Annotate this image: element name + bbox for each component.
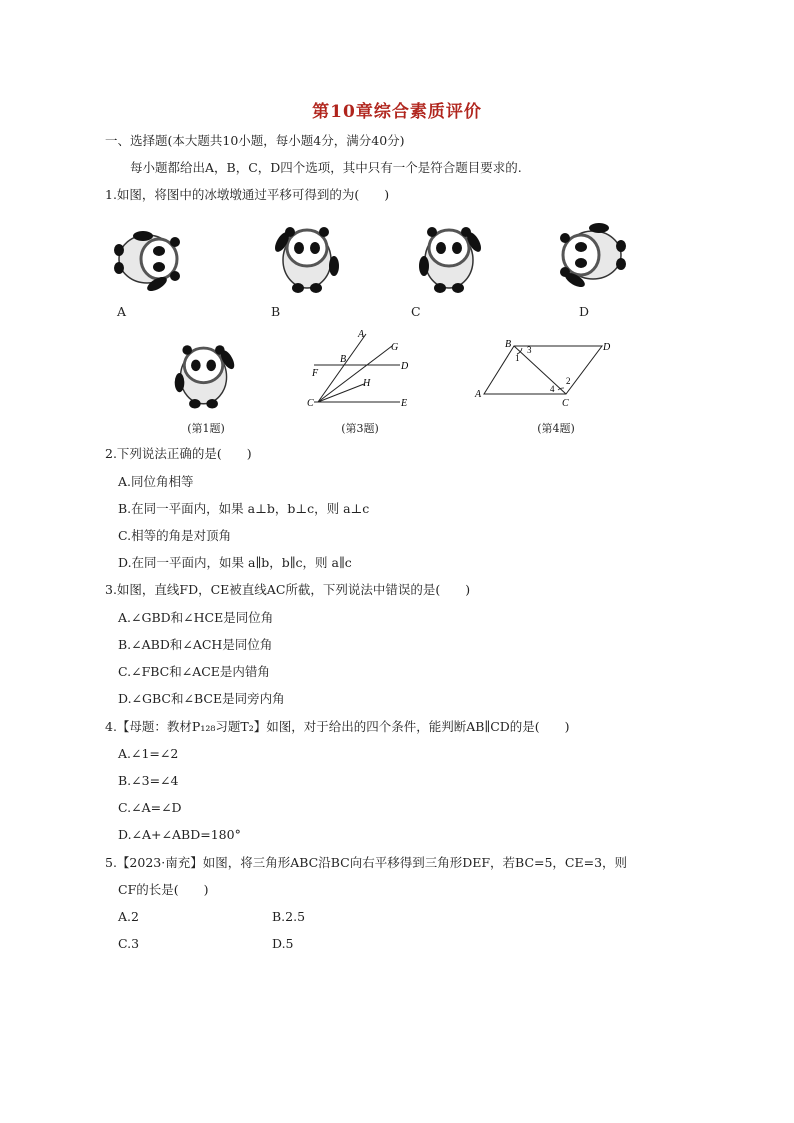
fig3-label-a: A	[358, 329, 365, 340]
fig3-label-h: H	[363, 378, 371, 389]
q1-label-d: D	[579, 304, 590, 319]
q3-option-c: C.∠FBC和∠ACE是内错角	[118, 664, 270, 679]
fig4-label-d: D	[603, 342, 611, 353]
q2-option-b: B.在同一平面内，如果 a⊥b，b⊥c，则 a⊥c	[118, 501, 370, 516]
fig4-label-1: 1	[515, 353, 520, 363]
q5-stem: 5.【2023·南充】如图，将三角形ABC沿BC向右平移得到三角形DEF，若BC=5，CE=3，则	[105, 855, 628, 870]
fig3-label-d: D	[401, 361, 409, 372]
q2-stem: 2.下列说法正确的是( )	[105, 446, 252, 461]
q3-stem: 3.如图，直线FD，CE被直线AC所截，下列说法中错误的是( )	[105, 582, 471, 597]
section-note: 每小题都给出A，B，C，D四个选项，其中只有一个是符合题目要求的.	[130, 160, 522, 175]
q1-stem: 1.如图，将图中的冰墩墩通过平移可得到的为( )	[105, 187, 390, 202]
panda-c-image	[412, 218, 487, 296]
q2-option-a: A.同位角相等	[118, 474, 194, 489]
fig4-label-4: 4	[550, 384, 555, 394]
q4-option-c: C.∠A=∠D	[118, 800, 182, 815]
q5-option-c: C.3	[118, 936, 140, 951]
q4-option-d: D.∠A+∠ABD=180°	[118, 827, 241, 842]
q4-option-a: A.∠1=∠2	[118, 746, 179, 761]
q5-option-a: A.2	[118, 909, 139, 924]
fig3-label-e: E	[401, 398, 408, 409]
q2-option-c: C.相等的角是对顶角	[118, 528, 232, 543]
q3-option-b: B.∠ABD和∠ACH是同位角	[118, 637, 273, 652]
q3-option-a: A.∠GBD和∠HCE是同位角	[118, 610, 274, 625]
fig3-label-c: C	[307, 398, 314, 409]
q4-option-b: B.∠3=∠4	[118, 773, 179, 788]
q1-label-a: A	[117, 304, 127, 319]
fig3-label-f: F	[312, 368, 319, 379]
q5-stem-continued: CF的长是( )	[118, 882, 209, 897]
q3-option-d: D.∠GBC和∠BCE是同旁内角	[118, 691, 285, 706]
caption-fig1: (第1题)	[187, 422, 225, 435]
page-title: 第10章综合素质评价	[312, 102, 482, 122]
q4-stem: 4.【母题：教材P₁₂₈习题T₂】如图，对于给出的四个条件，能判断AB∥CD的是( )	[105, 719, 570, 734]
q2-option-d: D.在同一平面内，如果 a∥b，b∥c，则 a∥c	[118, 555, 352, 570]
panda-reference-image	[168, 336, 240, 412]
fig4-label-2: 2	[566, 376, 571, 386]
section-heading: 一、选择题(本大题共10小题，每小题4分，满分40分)	[105, 133, 405, 148]
fig3-label-g: G	[391, 342, 399, 353]
q5-option-d: D.5	[272, 936, 294, 951]
fig4-label-b: B	[505, 339, 512, 350]
fig4-label-3: 3	[527, 345, 532, 355]
fig4-label-a: A	[475, 389, 482, 400]
q1-label-b: B	[271, 304, 281, 319]
fig4-label-c: C	[562, 398, 569, 409]
caption-fig3: (第3题)	[341, 422, 379, 435]
panda-b-image	[270, 218, 345, 296]
figure-3-diagram	[300, 328, 430, 413]
fig3-label-b: B	[340, 354, 347, 365]
caption-fig4: (第4题)	[537, 422, 575, 435]
figure-4-diagram	[472, 334, 622, 410]
panda-d-image	[553, 216, 628, 294]
q5-option-b: B.2.5	[272, 909, 306, 924]
panda-a-image	[113, 220, 188, 298]
q1-label-c: C	[411, 304, 421, 319]
